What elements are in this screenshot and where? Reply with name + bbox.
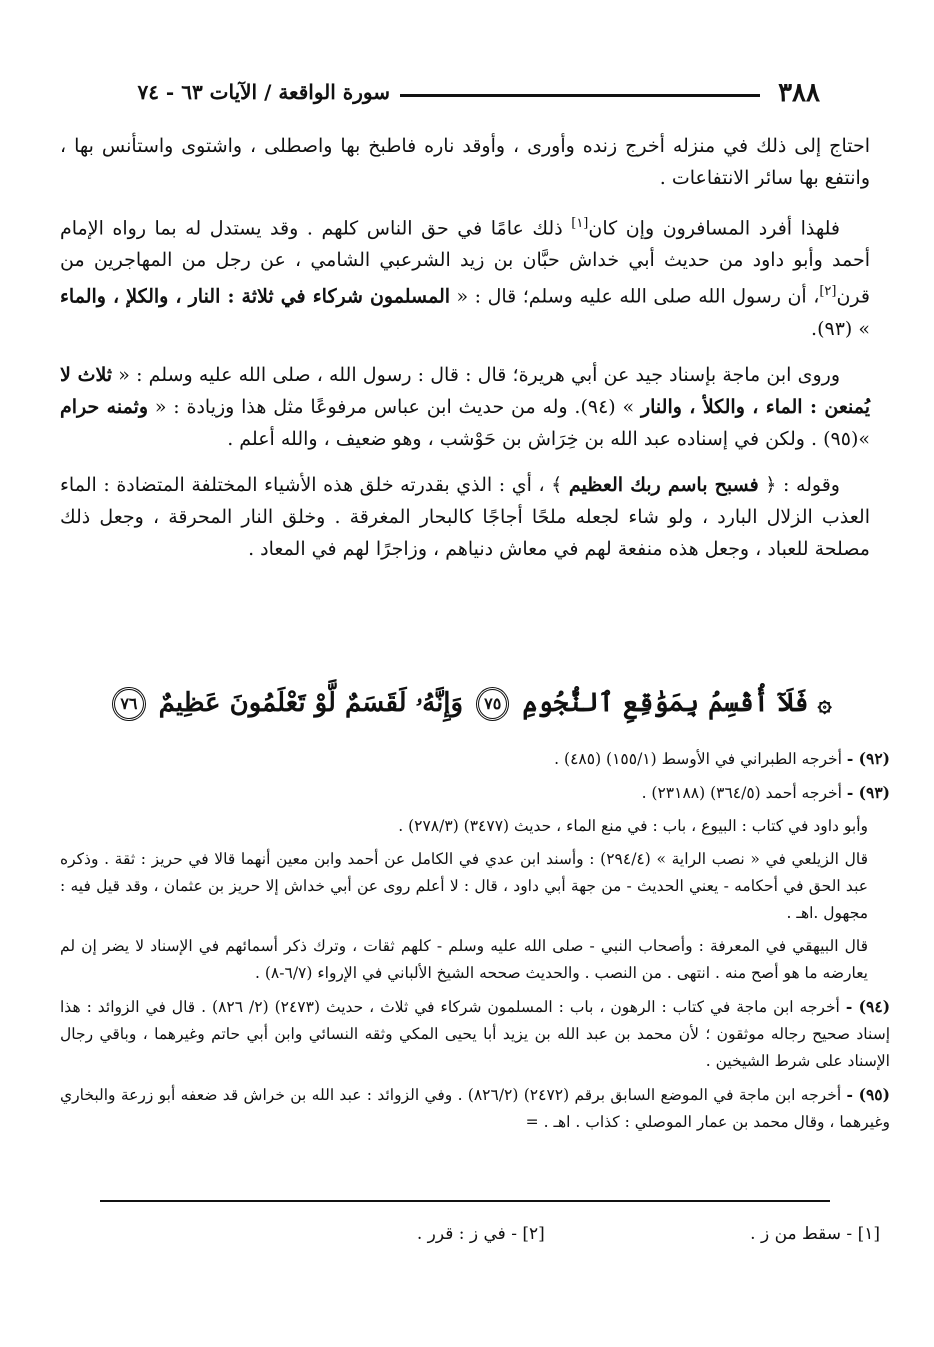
- page-header: [60, 78, 860, 118]
- hadith-text-1: المسلمون شركاء في ثلاثة : النار ، والكلإ ، والماء: [60, 285, 451, 308]
- paragraph-2-text-a: فلهذا أفرد المسافرون وإن كان: [588, 217, 841, 240]
- running-title: سورة الواقعة / الآيات ٦٣ - ٧٤: [137, 80, 390, 104]
- footnote-94-text: أخرجه ابن ماجة في كتاب : الرهون ، باب : المسلمون شركاء في ثلاث ، حديث (٢٤٧٣) (٢/ ٨٢٦) . قال في الزوائد : هذا إسناد صحيح رجاله موثقون ؛ لأن محمد بن عبد الله بن يزيد أبا يحيى المكي وثقه النسائي وابن أبي حاتم وغيرهما ، وباقي رجال الإسناد على شرط الشيخين .: [60, 998, 890, 1070]
- paragraph-3-text-a: وروى ابن ماجة بإسناد جيد عن أبي هريرة؛ قال : قال : رسول الله ، صلى الله عليه وسلم : «: [112, 363, 841, 386]
- note-ref-2: [٢]: [819, 284, 837, 300]
- footnote-93-abudawud: وأبو داود في كتاب : البيوع ، باب : في منع الماء ، حديث (٣٤٧٧) (٢٧٨/٣) .: [398, 817, 868, 835]
- footnote-93: [60, 779, 890, 807]
- paragraph-2: [60, 208, 870, 345]
- paragraph-3-text-c: »(٩٥) . ولكن في إسناده عبد الله بن خِرَاش بن حَوْشب ، وهو ضعيف ، والله أعلم .: [227, 427, 870, 450]
- footnote-93-number: (٩٣) -: [846, 783, 890, 802]
- critical-note-1: [١] - سقط من ز .: [750, 1224, 880, 1244]
- footnote-95-number: (٩٥) -: [846, 1085, 890, 1104]
- rub-el-hizb-icon: ۞: [817, 688, 832, 717]
- paragraph-4-text-a: وقوله : ﴿: [758, 473, 840, 496]
- note-ref-1: [١]: [571, 216, 589, 231]
- paragraph-3: [60, 359, 870, 455]
- paragraph-2-text-b: ذلك عامًا في حق الناس كلهم . وقد يستدل له بما رواه الإمام أحمد وأبو داود من حديث أبي خداش حبَّان بن زيد الشرعبي الشامي ، عن رجل من المهاجرين من قرن: [60, 217, 870, 308]
- footnote-92: [60, 745, 890, 773]
- critical-note-2: [٢] - في ز : قرر .: [416, 1224, 545, 1244]
- footnote-95-text: أخرجه ابن ماجة في الموضع السابق برقم (٢٤٧٢) (٨٢٦/٢) . وفي الزوائد : عبد الله بن خراش قد ضعفه أبو زرعة والبخاري وغيرهما ، وقال محمد بن عمار الموصلي : كذاب . اهـ . =: [60, 1086, 890, 1131]
- paragraph-4: [60, 469, 870, 565]
- quran-verse-band: [100, 678, 840, 728]
- paragraph-3-text-b: » (٩٤). وله من حديث ابن عباس مرفوعًا مثل هذا وزيادة : «: [148, 395, 641, 418]
- footnote-95: [60, 1081, 890, 1136]
- verse-76-text: وَإِنَّهُۥ لَقَسَمٌ لَّوْ تَعْلَمُونَ عَظِيمٌ: [158, 688, 464, 718]
- header-rule: [400, 94, 760, 97]
- footnote-93-zaylai: قال الزيلعي في « نصب الراية » (٢٩٤/٤) : وأسند ابن عدي في الكامل عن أحمد وابن معين أنهما قالا في حريز : ثقة . وذكره عبد الحق في أحكامه - يعني الحديث - من جهة أبي داود ، قال : لا أعلم روى عن أبي خداش إلا حريز بن عثمان ، وقد قيل فيه : مجهول .اهـ .: [60, 850, 868, 922]
- critical-apparatus: [60, 1220, 880, 1248]
- verse-number-76: ٧٦: [112, 687, 145, 721]
- paragraph-4-text-b: ﴾ ، أي : الذي بقدرته خلق هذه الأشياء المختلفة المتضادة : الماء العذب الزلال البارد ، ولو شاء لجعله ملحًا أجاجًا كالبحار المغرقة . وخلق النار المحرقة ، وجعل ذلك مصلحة للعباد ، وجعل هذه منفعة لهم في معاش دنياهم ، وزاجرًا لهم في المعاد .: [60, 473, 870, 560]
- paragraph-2-text-d: » (٩٣).: [811, 317, 870, 340]
- quoted-verse: فسبح باسم ربك العظيم: [568, 473, 759, 496]
- footnote-92-text: أخرجه الطبراني في الأوسط (١٥٥/١) (٤٨٥) .: [554, 750, 842, 768]
- footnote-separator: [100, 1200, 830, 1202]
- hadith-text-3: وثمنه حرام: [60, 395, 149, 418]
- main-text: [60, 130, 870, 579]
- footnotes: [60, 745, 890, 1142]
- paragraph-1: احتاج إلى ذلك في منزله أخرج زنده وأورى ، وأوقد ناره فاطبخ بها واصطلى ، واشتوى واستأنس بها ، وانتفع بها سائر الانتفاعات .: [60, 135, 870, 189]
- footnote-93-bayhaqi: قال البيهقي في المعرفة : وأصحاب النبي - صلى الله عليه وسلم - كلهم ثقات ، وترك ذكر أسمائهم في الإسناد لا يضر إن لم يعارضه ما هو أصح منه . انتهى . من النصب . والحديث صححه الشيخ الألباني في الإرواء (٦/٧-٨) .: [60, 937, 868, 982]
- footnote-93-text: أخرجه أحمد (٣٦٤/٥) (٢٣١٨٨) .: [641, 784, 842, 802]
- footnote-94-number: (٩٤) -: [845, 997, 891, 1016]
- footnote-94: [60, 993, 890, 1075]
- verse-75-text: فَلَآ أُقْسِمُ بِمَوَٰقِعِ ٱلنُّجُومِ: [522, 688, 809, 718]
- page-number: ٣٨٨: [778, 78, 820, 108]
- paragraph-2-text-c: ، أن رسول الله صلى الله عليه وسلم؛ قال : «: [450, 285, 820, 308]
- verse-number-75: ٧٥: [476, 687, 509, 721]
- footnote-92-number: (٩٢) -: [846, 749, 890, 768]
- hadith-text-2: ثلاث لا يُمنعن : الماء ، والكلأ ، والنار: [60, 363, 870, 418]
